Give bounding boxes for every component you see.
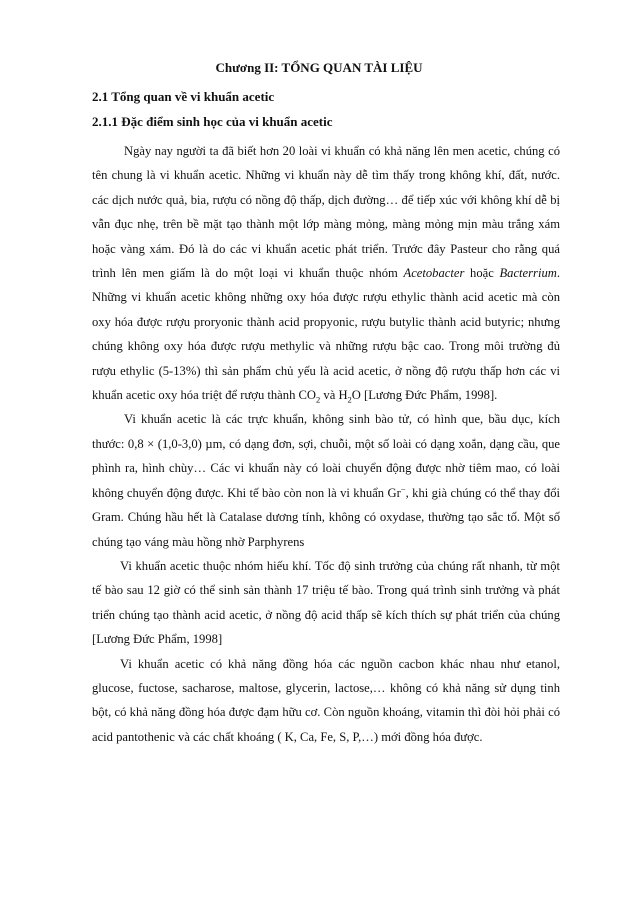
chapter-title: Chương II: TỔNG QUAN TÀI LIỆU — [215, 60, 423, 75]
body-text — [92, 129, 560, 749]
p2-text-a: Vi khuẩn acetic là các trực khuẩn, không sinh bào tử, có hình que, bầu dục, kích thước: 0,8 × (1,0-3,0) µm, có dạng đơn, sợi, chuỗi, một số loài có dạng xoắn, dạng cầu, que phình ra, hình chùy… Các vi khuẩn này có loài chuyển động được nhờ tiêm mao, có loài không chuyển động được. Khi tế bào còn non là vi khuẩn Gr — [92, 412, 560, 500]
paragraph-2 — [92, 407, 560, 553]
p2-text-b: , khi già chúng có thể thay đổi Gram. Chúng hầu hết là Catalase dương tính, không có oxydase, thường tạo sắc tố. Một số chúng tạo váng màu hồng nhờ Parphyrens — [92, 485, 560, 549]
section-heading: 2.1 Tổng quan về vi khuẩn acetic — [92, 89, 275, 104]
paragraph-1 — [92, 139, 560, 407]
p1-genus-acetobacter: Acetobacter — [403, 266, 465, 281]
p1-text-e: O [Lương Đức Phẩm, 1998]. — [351, 388, 498, 403]
paragraph-4: Vi khuẩn acetic có khả năng đồng hóa các nguồn cacbon khác nhau như etanol, glucose, fuctose, sacharose, maltose, glycerin, lactose,… không có khả năng sử dụng tinh bột, có khả năng đồng hóa được đạm hữu cơ. Còn nguồn khoáng, vitamin thì đòi hỏi phải có acid pantothenic và các chất khoáng ( K, Ca, Fe, S, P,…) mới đồng hóa được. — [92, 656, 560, 744]
p1-subscript-h2o: 2 — [347, 394, 352, 405]
paragraph-3: Vi khuẩn acetic thuộc nhóm hiếu khí. Tốc độ sinh trưởng của chúng rất nhanh, từ một tế bào sau 12 giờ có thể sinh sản thành 17 triệu tế bào. Trong quá trình sinh trưởng và phát triển chúng tạo thành acid acetic, ở nồng độ acid thấp sẽ kích thích sự phát triển của chúng [Lương Đức Phẩm, 1998] — [92, 558, 560, 647]
p1-subscript-co2: 2 — [316, 394, 321, 405]
p1-text-d: và H — [320, 388, 348, 403]
p1-genus-bacterrium: Bacterrium — [499, 266, 557, 281]
p1-text-c: . Những vi khuẩn acetic không những oxy hóa được rượu ethylic thành acid acetic mà còn oxy hóa được rượu proryonic thành acid propyonic, rượu butylic thành acid butyric; nhưng chúng không oxy hóa được rượu methylic và những rượu bậc cao. Trong môi trường đủ rượu ethylic (5-13%) thì sản phẩm chủ yếu là acid acetic, ở nồng độ rượu thấp hơn các vi khuẩn acetic oxy hóa triệt để rượu thành CO — [92, 266, 560, 403]
p2-superscript-gram-negative: − — [400, 483, 406, 494]
p1-text-a: Ngày nay người ta đã biết hơn 20 loài vi khuẩn có khả năng lên men acetic, chúng có tên chung là vi khuẩn acetic. Những vi khuẩn này dễ tìm thấy trong không khí, đất, nước. các dịch nước quả, bia, rượu có nồng độ thấp, dịch đường… để tiếp xúc với không khí dễ bị vẫn đục nhẹ, trên bề mặt tạo thành một lớp màng mỏng, màng mỏng mịn màu trắng xám hoặc vàng xám. Đó là do các vi khuẩn acetic phát triển. Trước đây Pasteur cho rằng quá trình lên men giấm là do một loại vi khuẩn thuộc nhóm — [92, 144, 560, 281]
subsection-heading: 2.1.1 Đặc điểm sinh học của vi khuẩn acetic — [92, 114, 333, 129]
p1-text-b: hoặc — [464, 266, 500, 281]
